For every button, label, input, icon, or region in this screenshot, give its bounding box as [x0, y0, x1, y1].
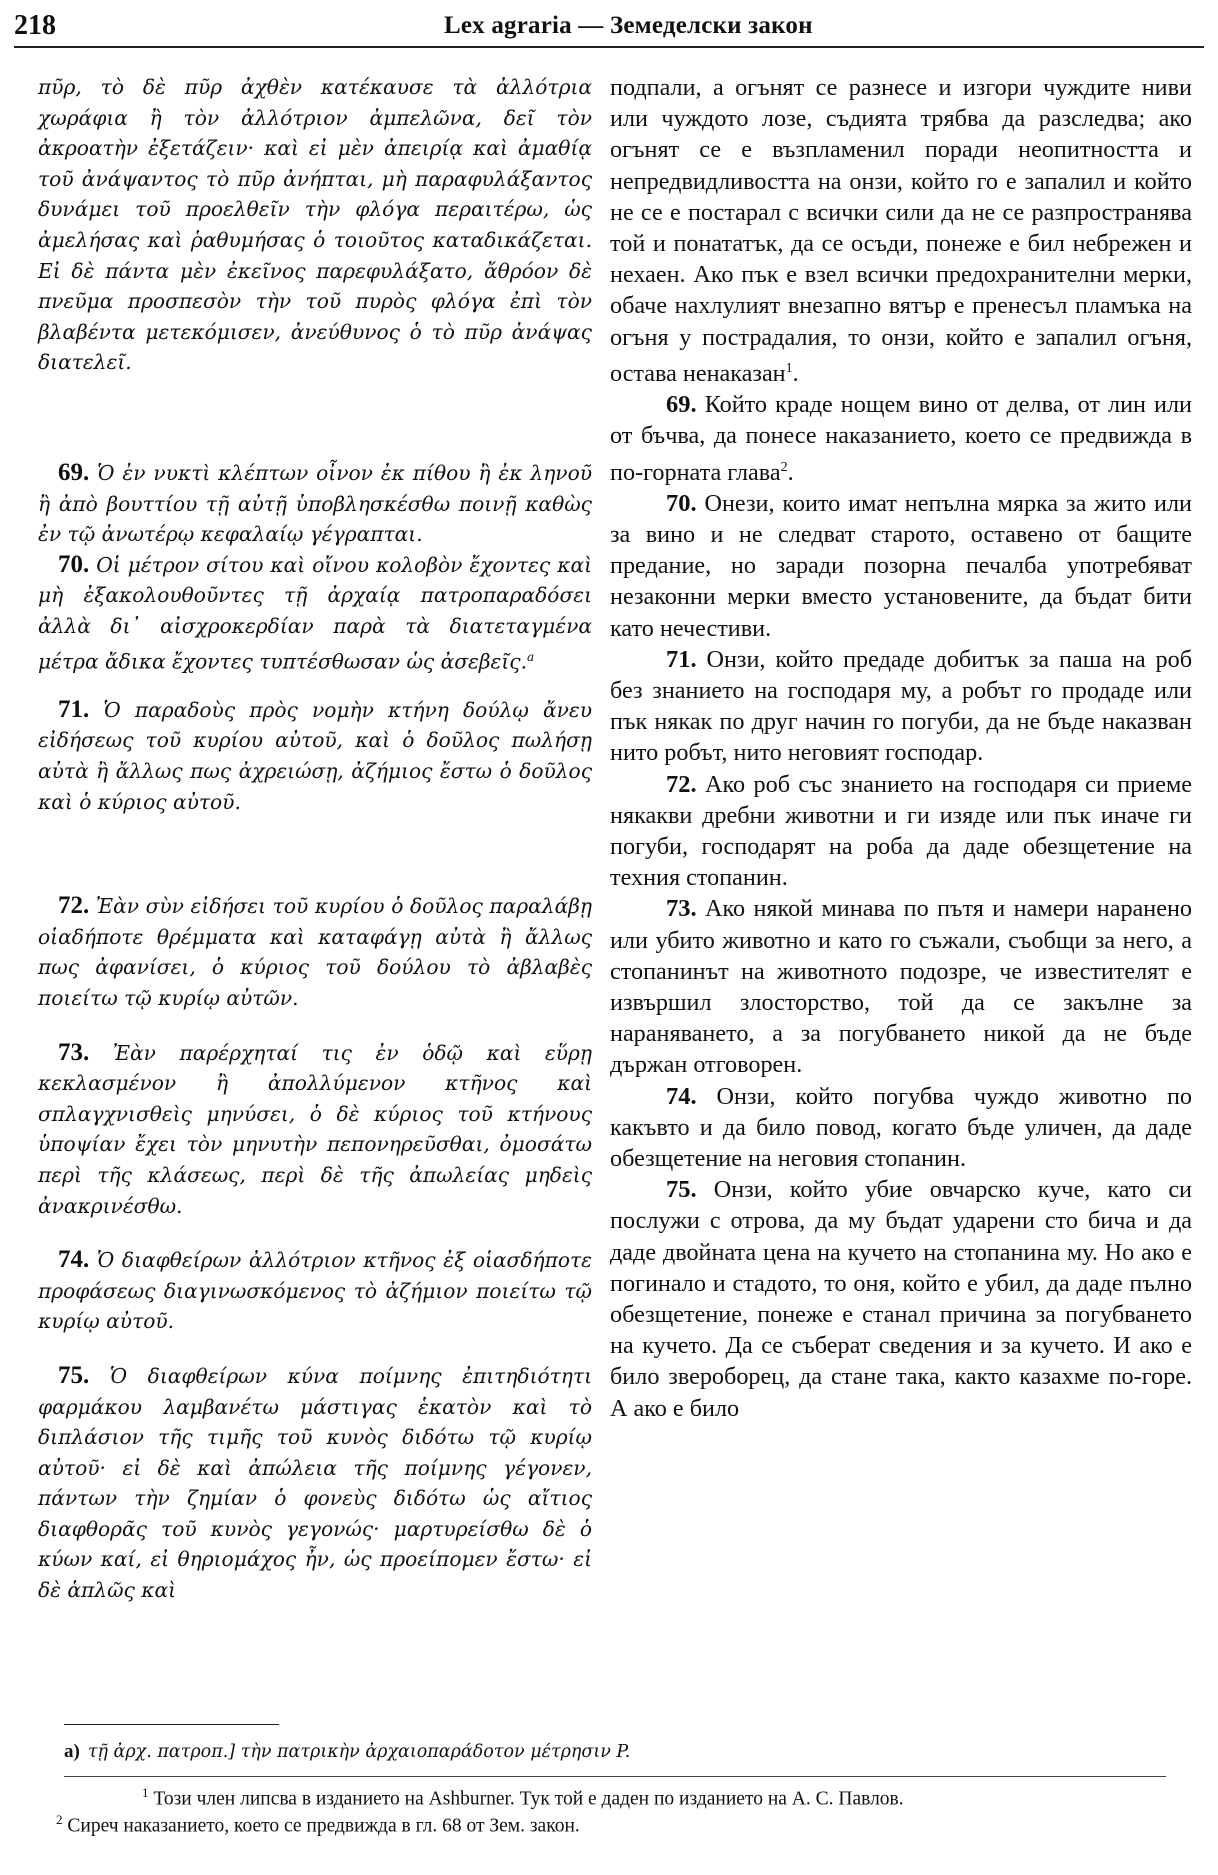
greek-article-70: [38, 550, 592, 677]
apparatus-label: а): [64, 1741, 80, 1762]
bulgarian-article-text: Който краде нощем вино от делва, от лин или от бъчва, да понесе наказанието, което се предвижда в по-горната глава: [610, 391, 1192, 486]
greek-text-column: [38, 72, 592, 1606]
footnote-text: Този член липсва в изданието на Ashburner. Тук той е даден по изданието на А. С. Павлов.: [153, 1788, 904, 1810]
bulgarian-article-70: [610, 488, 1192, 644]
bulgarian-article-number: 74.: [666, 1082, 697, 1110]
bulgarian-article-text: Онзи, който погубва чуждо животно по какъвто и да било повод, когато бъде уличен, да даде обезщетение на неговия стопанин.: [610, 1082, 1192, 1173]
greek-article-73: [38, 1038, 592, 1222]
bulgarian-article-73: [610, 893, 1192, 1080]
sentence-end: .: [787, 458, 794, 486]
greek-article-number: 70.: [58, 550, 90, 578]
footnote-mark: 1: [142, 1785, 149, 1800]
greek-article-74: [38, 1245, 592, 1337]
bulgarian-article-number: 73.: [666, 895, 697, 923]
greek-article-75: [38, 1361, 592, 1606]
bulgarian-article-text: Онзи, който предаде добитък за паша на роб без знанието на господаря му, а робът го продаде или пък някак по друг начин го погуби, да не бъде наказван нито робът, нито неговият господар.: [610, 645, 1192, 767]
greek-article-text: Οἱ μέτρον σίτου καὶ οἴνου κολοβὸν ἔχοντες καὶ μὴ ἐξακολουθοῦντες τῇ ἀρχαίᾳ πατροπαραδόσει ἀλλὰ δι᾽ αἰσχροκερδίαν παρὰ τὰ διατεταγμένα μέτρα ἄδικα ἔχοντες τυπτέσθωσαν ὡς ἀσεβεῖς.: [38, 552, 592, 674]
bulgarian-text-column: [610, 72, 1192, 1424]
bulgarian-article-number: 69.: [666, 391, 697, 419]
bulgarian-intro-text: подпали, а огънят се разнесе и изгори чуждите ниви или чуждото лозе, съдията трябва да разследва; ако огънят се е възпламенил поради неопитността и непредвидливостта на онзи, който го е запалил и който не се е постарал с всички сили да не се разпространява той и понататък, да се осъди, понеже е бил небрежен и нехаен. Ако пък е взел всички предохранителни мерки, обаче нахлулият внезапно вятър е пренесъл пламъка на огъня у пострадалия, то онзи, който е запалил огъня, остава ненаказан: [610, 74, 1192, 387]
bulgarian-article-74: [610, 1081, 1192, 1175]
bulgarian-article-text: Ако роб със знанието на господаря си приеме някакви дребни животни и ги изяде или пък иначе ги погуби, господарят на роба да даде обезщетение на техния стопанин.: [610, 770, 1193, 892]
page-number: 218: [14, 10, 56, 41]
greek-article-number: 71.: [58, 695, 90, 723]
greek-article-text: Ὁ διαφθείρων κύνα ποίμνης ἐπιτηδιότητι φαρμάκου λαμβανέτω μάστιγας ἑκατὸν καὶ τὸ διπλάσιον τῆς τιμῆς τοῦ κυνὸς διδότω τῷ κυρίῳ αὐτοῦ· εἰ δὲ καὶ ἀπώλεια τῆς ποίμνης γέγονεν, πάντων τὴν ζημίαν ὁ φονεὺς διδότω ὡς αἴτιος διαφθορᾶς τοῦ κυνὸς γεγονώς· μαρτυρείσθω δὲ ὁ κύων καί, εἰ θηριομάχος ἦν, ὡς προείπομεν ἔστω· εἰ δὲ ἁπλῶς καὶ: [38, 1363, 592, 1603]
footnote-rule: [64, 1776, 1166, 1777]
footnote-mark: 2: [56, 1812, 63, 1827]
bulgarian-article-71: [610, 644, 1192, 769]
running-head: Lex agraria — Земеделски закон: [444, 12, 813, 39]
greek-article-number: 73.: [58, 1038, 90, 1066]
apparatus-text: τῇ ἀρχ. πατροπ.] τὴν πατρικὴν ἀρχαιοπαράδοτον μέτρησιν P.: [87, 1742, 631, 1762]
bulgarian-intro-paragraph: подпали, а огънят се разнесе и изгори чуждите ниви или чуждото лозе, съдията трябва да разследва; ако огънят се е възпламенил поради неопитността и непредвидливостта на онзи, който го е запалил и който не се е постарал с всички сили да не се разпространява той и понататък, да се осъди, понеже е бил небрежен и нехаен. Ако пък е взел всички предохранителни мерки, обаче нахлулият внезапно вятър е пренесъл пламъка на огъня у пострадалия, то онзи, който е запалил огъня, остава ненаказан$^1$.: [610, 74, 1192, 387]
footnote-ref-2: 2: [780, 459, 788, 475]
greek-article-text: Ὁ ἐν νυκτὶ κλέπτων οἶνον ἐκ πίθου ἢ ἐκ ληνοῦ ἢ ἀπὸ βουττίου τῇ αὐτῇ ὑποβλησκέσθω ποινῇ καθὼς ἐν τῷ ἀνωτέρῳ κεφαλαίῳ γέγραπται.: [38, 460, 592, 547]
header-rule: [14, 46, 1204, 48]
bulgarian-article-75: [610, 1174, 1192, 1424]
bulgarian-article-69: [610, 389, 1192, 488]
footnote-ref-1: 1: [785, 360, 793, 376]
greek-intro-paragraph: πῦρ, τὸ δὲ πῦρ ἀχθὲν κατέκαυσε τὰ ἀλλότρια χωράφια ἢ τὸν ἀλλότριον ἀμπελῶνα, δεῖ τὸν ἀκροατὴν ἐξετάζειν· καὶ εἰ μὲν ἀπειρίᾳ καὶ ἀμαθίᾳ τοῦ ἀνάψαντος τὸ πῦρ ἀνήπται, μὴ παραφυλάξαντος δυνάμει τοῦ προελθεῖν τὴν φλόγα περαιτέρω, ὡς ἀμελήσας καὶ ῥαθυμήσας ὁ τοιοῦτος καταδικάζεται. Εἰ δὲ πάντα μὲν ἐκεῖνος παρεφυλάξατο, ἄθρόον δὲ πνεῦμα προσπεσὸν τὴν τοῦ πυρὸς φλόγα ἐπὶ τὸν βλαβέντα μετεκόμισεν, ἀνεύθυνος ὁ τὸ πῦρ ἀνάψας διατελεῖ.: [38, 75, 592, 375]
greek-note-marker: a: [527, 649, 535, 664]
bulgarian-article-number: 75.: [666, 1176, 697, 1204]
footnote-2: [56, 1812, 580, 1838]
greek-article-text: Ὁ διαφθείρων ἀλλότριον κτῆνος ἐξ οἱασδήποτε προφάσεως διαγινωσκόμενος τὸ ἀζήμιον ποιείτω τῷ κυρίῳ αὐτοῦ.: [38, 1248, 592, 1334]
greek-article-number: 75.: [58, 1361, 90, 1389]
greek-article-69: [38, 458, 592, 550]
greek-article-number: 72.: [58, 892, 90, 920]
greek-article-number: 74.: [58, 1246, 90, 1274]
greek-article-71: [38, 695, 592, 817]
bulgarian-article-number: 71.: [666, 645, 697, 673]
bulgarian-article-text: Онзи, който убие овчарско куче, като си послужи с отрова, да му бъдат ударени сто бича и да даде двойната цена на кучето на стопанина му. Но ако е погинало и стадото, то оня, който е убил, да даде пълно обезщетение, понеже е станал причина за погубването на кучето. Да се съберат сведения и за кучето. И ако е било звероборец, да стане така, както казахме по-горе. А ако е било: [610, 1176, 1193, 1422]
greek-article-72: [38, 891, 592, 1013]
greek-article-number: 69.: [58, 458, 90, 486]
bulgarian-article-number: 72.: [666, 770, 697, 798]
bulgarian-article-72: [610, 769, 1192, 894]
greek-article-text: Ἐὰν σὺν εἰδήσει τοῦ κυρίου ὁ δοῦλος παραλάβῃ οἱαδήποτε θρέμματα καὶ καταφάγῃ αὐτὰ ἢ ἄλλως πως ἀφανίσει, ὁ κύριος τοῦ δούλου τὸ ἀβλαβὲς ποιείτω τῷ κυρίῳ αὐτῶν.: [38, 894, 592, 1010]
bulgarian-article-number: 70.: [666, 489, 697, 517]
apparatus-note: [64, 1741, 630, 1763]
greek-article-text: Ἐὰν παρέρχηταί τις ἐν ὁδῷ καὶ εὕρῃ κεκλασμένον ἢ ἀπολλύμενον κτῆνος καὶ σπλαγχνισθεὶς μηνύσει, ὁ δὲ κύριος τοῦ κτήνους ὑποψίαν ἔχει τὸν μηνυτὴν πεπονηρεῦσθαι, ὀμοσάτω περὶ τῆς κλάσεως, περὶ δὲ τῆς ἀπωλείας μηδεὶς ἀνακρινέσθω.: [38, 1040, 592, 1218]
page-header: [14, 8, 1204, 48]
footnote-1: [142, 1785, 904, 1811]
bulgarian-article-text: Ако някой минава по пътя и намери наранено или убито животно и като го съжали, съобщи за него, а стопанинът на животното подозре, че известителят е извършил злосторство, той да се закълне за нараняването, а за погубването никой да не бъде държан отговорен.: [610, 895, 1192, 1079]
bulgarian-article-text: Онези, които имат непълна мярка за жито или за вино и не следват старото, оставено от бащите предание, но заради позорна печалба употребяват незаконни мерки вместо установените, да бъдат бити като нечестиви.: [610, 489, 1193, 642]
greek-article-text: Ὁ παραδοὺς πρὸς νομὴν κτήνη δούλῳ ἄνευ εἰδήσεως τοῦ κυρίου αὐτοῦ, καὶ ὁ δοῦλος πωλήσῃ αὐτὰ ἢ ἄλλως πως ἀχρειώσῃ, ἀζήμιος ἔστω ὁ δοῦλος καὶ ὁ κύριος αὐτοῦ.: [38, 697, 592, 814]
footnote-text: Сиреч наказанието, което се предвижда в гл. 68 от Зем. закон.: [67, 1815, 580, 1837]
footnote-separator: [64, 1724, 279, 1725]
